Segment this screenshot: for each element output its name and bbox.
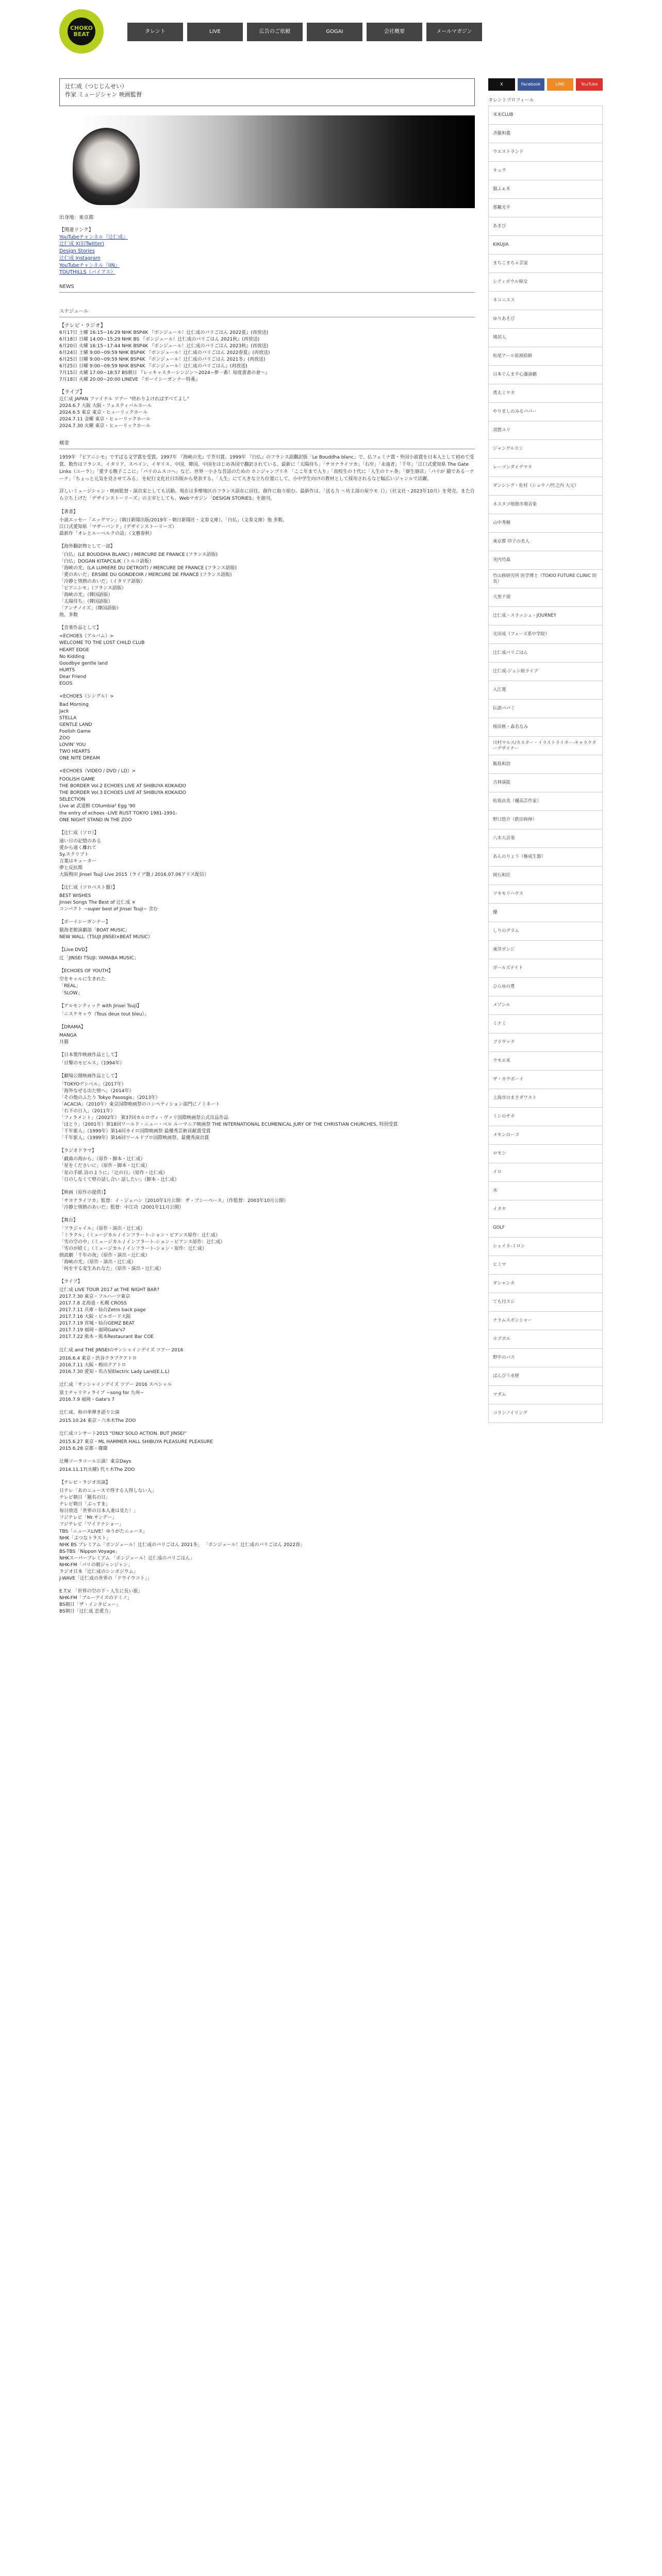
works-block [59, 1431, 475, 1452]
works-block-heading: 【アルモンティック with Jinsei Tsuji】 [59, 1003, 142, 1009]
works-block [59, 885, 475, 913]
talent-list-item[interactable]: ゆりあそび [488, 310, 603, 329]
works-block [59, 968, 475, 996]
works-item: 「ACACIA」（2010年）東京国際映画祭のコンペティション部門にノミネート [59, 1102, 220, 1108]
works-item: 「白仏」(LE BOUDDHA BLANC) / MERCURE DE FRANCE (フランス語版) [59, 552, 218, 557]
talent-list-item[interactable]: 東洋ボンジ [488, 941, 603, 959]
works-item: ONE NITE DREAM [59, 756, 100, 761]
works-item: 江口式愛知県「マザーバンド」（デザインストーリーズ） [59, 524, 177, 530]
works-block [59, 1024, 475, 1046]
works-block-heading: 辻種ソーラコール公演！東京Days [59, 1459, 131, 1465]
overview-text: 1959年 『ピアニシモ』ですばる文学賞を受賞。1997年 『海峡の光』で芥川賞、1999年 『白仏』のフランス語翻訳版「Le Bouddha blanc」で、仏フェミナ賞・外国小説賞を日本人として初めて受賞。数作はフランス、イタリア、スペイン、イギリス、中国、韓国、中国をはじめ各国で翻訳されている。最新に「太陽待ち」「サヨナライツカ」「右岸」「永遠者」「千年」「江口式愛知県 The Gate Links（ユーラ）」「愛する腹子ここに」「パリのムスコへ」など。世界一小さな昔話のための ホンジャンプリネ 「ここ年まで入り」「高校生の十代に「人生の十ヶ条」「寮生寮店」「パリが 猫である一ナーナ」「ちょっと元気を見させてみる」 を紀行文化社日出版から発表する、「人生」にて大きな立ち位置にして、小中学生向けの教材として採用されるなど幅広いジャンルで活躍。 [59, 455, 474, 482]
profile-photo [59, 115, 475, 208]
works-item: 空をキャルに生きれた [59, 977, 106, 982]
talent-list-item[interactable]: ナラムスボンシャー [488, 1312, 603, 1330]
tv-item: 6月25日 日曜 9:00~09:59 NHK BSP4K 『ボンジュール！辻仁成のパリごはん 2021冬』(再放送) [59, 357, 266, 363]
works-item: 「戯曲の海から」（原作・脚本・辻仁成） [59, 1157, 145, 1162]
talent-list-item[interactable]: イタヤ [488, 1200, 603, 1219]
works-item: GENTLE LAND [59, 722, 92, 727]
birthplace: 出身地：東京都 [59, 215, 94, 221]
talent-list-item[interactable]: メモンのーゴ [488, 1126, 603, 1145]
site-logo[interactable] [59, 9, 104, 54]
talent-list-item[interactable]: ひらゆの豊 [488, 978, 603, 996]
works-block-heading: 辻仁成「サンシャインデイズ ツアー 2016 スペシャル [59, 1382, 172, 1387]
works-item: 最新作「オレとルーベルクの話」（文藝春秋） [59, 531, 155, 536]
talent-list-item[interactable]: ジャングルスン [488, 440, 603, 459]
talent-list-item[interactable]: ウエストランド [488, 143, 603, 162]
works-item: the entry of echoes -LIVE RUST TOKYO 1981-1991- [59, 810, 177, 816]
works-block [59, 1459, 475, 1473]
works-block [59, 544, 475, 619]
works-block-heading: 【日本製作映画作品として】 [59, 1052, 120, 1058]
works-item: 「千年旅人」（1999年）第16回ワールドプロ国際映画祭、最優秀演出賞 [59, 1136, 209, 1141]
tv-item: 6月25日 日曜 9:00~09:59 NHK BSP4K 『ボンジュール！辻仁成のパリごはん』(再放送) [59, 364, 247, 369]
talent-list-item[interactable]: あんのりょう（権成生器） [488, 848, 603, 867]
works-item: 「何をする変生あれなた」（原作・演出・辻仁成） [59, 1266, 164, 1272]
tv-item: 6月17日 土曜 16:15~16:29 NHK BSP4K 『ボンジュール！辻仁成のパリごはん 2022夏』(再放送) [59, 330, 269, 336]
works-item: TBS「ニュースLIVE！ゆうがたニュース」 [59, 1529, 147, 1534]
works-item: 2017.7.19 宮城・仙台GEMZ BEAT [59, 1321, 135, 1327]
talent-list-item[interactable]: 米米CLUB [488, 106, 603, 125]
talent-list-item[interactable]: ダンシング・佐村（ショウノ/竹之内 大元） [488, 477, 603, 496]
works-sections [59, 509, 475, 1615]
works-item: テレビ朝日「題名の日」 [59, 1495, 110, 1501]
live-item: 2024.6.7 大阪 大阪・フェスティバルホール [59, 403, 152, 409]
works-block [59, 830, 475, 878]
profile-info [59, 214, 475, 276]
works-item: 2016.6.4 東京・渋谷クラブクアトロ [59, 1355, 137, 1361]
live-item: 2024.7.30 火曜 東京・ヒューリックホール [59, 423, 151, 429]
live-item: 2024.7.11 金曜 東京・ヒューリックホール [59, 417, 151, 422]
talent-list-item[interactable]: 吉林演能 [488, 774, 603, 792]
talent-list-item[interactable]: 猫ふぁ木 [488, 180, 603, 199]
talent-list-item[interactable]: シェイラ-ミロン [488, 1238, 603, 1256]
overview-text-2: 詳しいミュージシャン・映画監督・演出家としても活動。現在は多摩地区のフランス語在に居住、創作に取り組む。最新作は、「送る力 ～坊主部の屋ウモ（）」（社文社・2023年10月）を発売。また自ら立ち上げた「デザインストーリーズ」の主宰としても、Webマガジン「DESIGN STORIES」を創刊。 [59, 488, 475, 501]
works-item: NHK-FM「パリの朝ジャンジャン」 [59, 1562, 133, 1568]
works-item: 「冷静と情熱のあいだ」（イタリア語版） [59, 579, 145, 585]
works-block [59, 1073, 475, 1142]
works-item: 「目撃のモビルス」（1994年） [59, 1060, 125, 1066]
works-item: 月猫 [59, 1039, 69, 1045]
works-block [59, 1190, 475, 1211]
tv-item: 6月24日 土曜 9:00~09:59 NHK BSP4K 『ボンジュール！辻仁成のパリごはん 2022春夏』(再放送) [59, 350, 270, 356]
share-youtube-button[interactable]: YouTube [576, 78, 603, 91]
works-block [59, 693, 475, 762]
works-item: NEW WALL（TSUJI JINSEI×BEAT MUSIC） [59, 935, 153, 940]
tv-item: 6月20日 火曜 16:15~17:44 NHK BSP4K 『ボンジュール！辻仁成のパリごはん 2023秋』(再放送) [59, 344, 269, 349]
works-item: 辻「JINSEI TSUJI: YAMABA MUSIC」 [59, 956, 139, 961]
works-block-heading: <ECHOES（VIDEO / DVD / LD）> [59, 769, 136, 774]
links-heading: 【関連リンク】 [59, 227, 94, 233]
works-item: 「ミラクル」（ミュージカル / インフラート-ション・ビアンス原作：辻仁成） [59, 1232, 221, 1238]
works-item: 「その他のふたり Tokyo Pasosgis」（2013年） [59, 1095, 160, 1101]
works-item: ラジオ日本「辻仁成のシンポジウム」 [59, 1569, 138, 1574]
talent-list-item[interactable]: 勇太ミヤタ [488, 384, 603, 403]
works-item: BS朝日「辻仁成 恋愛力」 [59, 1609, 113, 1615]
talent-list-item[interactable]: 上海市のまさダワスト [488, 1089, 603, 1108]
works-item: ONE NIGHT STAND IN THE ZOO [59, 817, 132, 823]
talent-list-item[interactable]: 辻仁成・スラッシュ・JOURNEY [488, 607, 603, 625]
works-item: 毎日放送「世界の日本人妻は見た！」 [59, 1509, 139, 1514]
works-item: Jinsei Songs The Best of 辻仁成 × [59, 900, 136, 906]
talent-list-item[interactable]: しりのグラム [488, 922, 603, 941]
works-item: Bad Morning [59, 702, 89, 707]
works-item: 「冷静と情熱のあいだ」監督：中江功（2001年11月公開） [59, 1205, 184, 1210]
main-content [59, 78, 475, 1615]
talent-list-item[interactable]: キュウ [488, 162, 603, 180]
works-item: 小説エッセー「エッグマン」（朝日新聞出版/2019年・朝日新聞社・文春文庫）、「白仏」（文春文庫）他 多数。 [59, 517, 288, 523]
works-item: フジテレビ「ワイドナショー」 [59, 1522, 124, 1528]
tv-item: 7月15日 火曜 17:00~18:57 BS朝日 『レッキャスターシンジン～2024~夢一番！毎度書書の會～』 [59, 370, 270, 376]
works-block [59, 1148, 475, 1183]
works-block [59, 919, 475, 941]
works-item: 2015.10.24 東京・六本木The ZOO [59, 1418, 136, 1423]
talent-list-item[interactable]: ホブボル [488, 1330, 603, 1349]
tv-schedule [59, 323, 475, 384]
works-block-heading: 【劇場公開映画作品として】 [59, 1073, 120, 1079]
works-item: 朗読劇「千年の夜」（原作・演出・辻仁成） [59, 1252, 150, 1258]
works-block [59, 947, 475, 962]
works-block-heading: 【辻仁成（ソロ）】 [59, 830, 99, 836]
talent-list-item[interactable]: ツキモリハウス [488, 885, 603, 904]
works-item: ZOO [59, 736, 70, 741]
link-youtube-jin[interactable]: YouTubeチャンネル『JIN』 [59, 262, 120, 268]
talent-list-item[interactable]: ばんびう水壁 [488, 1367, 603, 1386]
link-x[interactable]: 辻仁成 X(旧Twitter) [59, 241, 104, 247]
works-block-heading: 【ECHOES OF YOUTH】 [59, 969, 113, 974]
talent-list-item[interactable]: ブラヴァク [488, 1033, 603, 1052]
talent-list-item[interactable]: 東京都 印子の美人 [488, 533, 603, 551]
talent-list-item[interactable]: 那覇光平 [488, 199, 603, 217]
talent-list-item[interactable]: あまび [488, 217, 603, 236]
works-item: 「ニスケキャウ（Tous deux tout bleu）」 [59, 1011, 149, 1017]
page-wrapper [50, 0, 612, 1615]
talent-list-item[interactable]: 松坂由美（樋高芸作家） [488, 792, 603, 811]
works-item: Live at 武道館 COlumbia² Egg '90 [59, 804, 136, 809]
works-item: 2017.7.16 大阪・ビルボード大阪 [59, 1314, 131, 1320]
works-item: 他、多数 [59, 613, 78, 618]
nav-live[interactable]: LIVE [187, 23, 243, 41]
works-item: 「海峡の光」(LA LUMIERE DU DETROIT) / MERCURE DE FRANCE (フランス語版) [59, 565, 237, 571]
talent-list-item[interactable]: ネスタゴ地塾市場音楽 [488, 496, 603, 514]
works-item: Jack [59, 708, 69, 714]
works-item: 「太陽待ち」（韓国語版） [59, 599, 113, 605]
nav-talent[interactable]: タレント [127, 23, 183, 41]
talent-list-item[interactable]: 野口悠介（鉄田和伸） [488, 811, 603, 829]
works-item: 「REAL」 [59, 984, 81, 989]
talent-list-item[interactable]: コランノイリング [488, 1404, 603, 1423]
talent-list-item[interactable]: シティボウル帰交 [488, 273, 603, 292]
works-item: 「白仏」DOGAN KITAPCILIK（トルコ語版） [59, 558, 154, 564]
works-item: Foolish Game [59, 729, 91, 735]
works-item: THE BORDER Vol.2 ECHOES LIVE AT SHIBUYA KOKAIDO [59, 784, 186, 789]
talent-list-item[interactable]: イロ [488, 1163, 603, 1182]
works-item: 2016.7.9 福岡・Gate's 7 [59, 1397, 115, 1402]
works-block [59, 1347, 475, 1376]
works-item: 「雪のが続く」（ミュージカル / インフラート-ション・原作：辻仁成） [59, 1246, 207, 1251]
works-block-heading: 【テレビ・ラジオ出演】 [59, 1480, 110, 1486]
live-heading: 【ライブ】 [59, 389, 85, 395]
works-item: HEART EDGE [59, 647, 89, 653]
tv-item: 6月18日 日曜 14:00~15:29 NHK BS 『ボンジュール！辻仁成のパリごはん 2021秋』(再放送) [59, 337, 260, 343]
talent-list-item[interactable]: 光田成（フェーズ系中学院） [488, 625, 603, 644]
works-item: 日テレ「あのニュースで得する人得しない人」 [59, 1488, 157, 1494]
works-item: NHKスーパープレミアム 「ボンジュール！辻仁成のパリごはん」 [59, 1555, 195, 1561]
works-item: WELCOME TO THE LOST CHILD CLUB [59, 640, 145, 646]
works-item: 「ほとり」（2001年）第18回ワールド・ニュー・ベル ルーマニア映画祭 THE INTERNATIONAL ECUMENICAL JURY OF THE CHRISTIAN CHURCHES, 特別受賞 [59, 1122, 398, 1128]
talent-list-item[interactable]: 山中秀樹 [488, 514, 603, 533]
link-youtube[interactable]: YouTubeチャンネル『辻仁成』 [59, 234, 128, 240]
works-item: 「TOKYOデシベル」（2017年） [59, 1081, 126, 1087]
works-block-heading: <ECHOES（シングル）> [59, 693, 114, 699]
talent-list-item[interactable]: 伝語パパミ [488, 700, 603, 718]
works-item: 「SLOW」 [59, 990, 82, 996]
talent-list-item[interactable]: KIKUJIA [488, 236, 603, 255]
works-item: 遠い日の記憶のある [59, 838, 102, 844]
talent-list-item[interactable]: マダム [488, 1386, 603, 1404]
works-item: 2017.7.30 東京・フルハーツ東京 [59, 1294, 130, 1300]
works-block [59, 1052, 475, 1067]
works-item: 辻仁成 LIVE TOUR 2017 at THE NIGHT BAR? [59, 1287, 159, 1293]
works-block [59, 768, 475, 823]
works-item: 「サヨナライツカ」監督：イ・ジェハン（2010年1月公開：ザ・ブシーペース」（作監督：2003年10月公開） [59, 1198, 289, 1204]
talent-list-item[interactable]: 辻仁成パリごはん [488, 644, 603, 663]
talent-list-item[interactable]: ミナミ [488, 1015, 603, 1033]
works-item: 愛から遠く離れて [59, 845, 97, 851]
works-item: BEST WISHES [59, 893, 91, 899]
live-item: 2024.6.5 東京 東京・ヒューリックホール [59, 410, 148, 416]
talent-list-item[interactable]: 実内竹森 [488, 551, 603, 570]
works-item: 「雪の空の中」（ミュージカル / インフラート-ション・ビアンス原作：辻仁成） [59, 1239, 225, 1245]
talent-list-item[interactable]: 鳩居人 [488, 329, 603, 347]
works-item: 「星をくださいに」（原作・脚本・辻仁成） [59, 1163, 150, 1169]
works-item: 2015.6.27 東京・ML HAMMER HALL SHIBUYA PLEASURE PLEASURE [59, 1439, 213, 1445]
live-schedule [59, 389, 475, 430]
works-block [59, 1410, 475, 1425]
works-item: 言葉はキューター [59, 858, 97, 864]
works-block [59, 1003, 475, 1018]
talent-role: 作家 ミュージシャン 映画監督 [65, 91, 142, 98]
works-item: Dear Friend [59, 674, 87, 680]
nav-gogai[interactable]: GOGAI [307, 23, 362, 41]
works-block-heading: 辻仁成、和の単弾き語り公演 [59, 1410, 120, 1415]
works-block [59, 1382, 475, 1403]
talent-list-item[interactable]: ギンャンカ [488, 1275, 603, 1293]
talent-list-item[interactable]: やりましのみるパパー [488, 403, 603, 421]
works-block [59, 1279, 475, 1341]
portrait [73, 128, 140, 205]
talent-list-item[interactable]: GOLF [488, 1219, 603, 1238]
works-item: 「千年旅人」（1999年）第14回カイロ国際映画祭 最優秀芸術貢献賞受賞 [59, 1129, 211, 1134]
works-item: フジテレビ「Mr.サンデー」 [59, 1515, 117, 1521]
talent-list-item[interactable]: ネコニスス [488, 292, 603, 310]
talent-list-item[interactable]: ヒミマ [488, 1256, 603, 1275]
talent-list-item[interactable]: まちこまちゃ芸家 [488, 255, 603, 273]
works-item: 2015.6.28 京都・磔磔 [59, 1446, 108, 1452]
works-item: 「フラジャイル」（原作・演出・辻仁成） [59, 1226, 145, 1231]
works-item: SELECTION [59, 797, 86, 803]
talent-title-box [59, 78, 475, 106]
works-item: 「星の手紙 詩のように」「辻の日」（原作・辻仁成） [59, 1170, 168, 1176]
works-block [59, 1588, 475, 1615]
works-item: 「愛のあいだ」ERSIBE DU GONDEOIR / MERCURE DE FRANCE (フランス語版) [59, 572, 232, 578]
works-block-heading: 【音楽作品として】 [59, 625, 102, 631]
news-heading: NEWS [59, 283, 475, 293]
overview-heading: 概要 [59, 440, 475, 449]
works-item: HURTS [59, 667, 75, 673]
works-item: 「日のしなくて壁の話し合い 話したい」（脚本・辻仁成） [59, 1177, 179, 1182]
works-block-heading: 【ボーイシーガンナー】 [59, 920, 110, 925]
talent-list-item[interactable]: メゾンル [488, 996, 603, 1015]
works-block-heading: 【DRAMA】 [59, 1024, 86, 1030]
works-item: THE BORDER Vol.3 ECHOES LIVE AT SHIBUYA KOKAIDO [59, 790, 186, 796]
works-block [59, 625, 475, 687]
talent-list-item[interactable]: 日本ぐんま平心藩演劇 [488, 366, 603, 384]
talent-list-item[interactable]: ガールズナイト [488, 959, 603, 978]
works-item: 2016.7.30 愛知・名古屋Electric Lady Land(E.L.L) [59, 1369, 170, 1375]
works-item: 「アンチノイズ」（韓国語版） [59, 606, 121, 612]
talent-list [488, 106, 603, 1423]
global-nav [127, 23, 482, 41]
works-item: 「海峡の光」（韓国語版） [59, 592, 113, 598]
works-block-heading: 【海外翻訳物として一部】 [59, 544, 115, 549]
talent-list-item[interactable]: 須賀ユリ [488, 421, 603, 440]
works-item: 2017.7.11 兵庫・仙台Zetro back page [59, 1308, 146, 1313]
works-block-heading: 【舞台】 [59, 1217, 78, 1223]
works-item: BS朝日「ザ・インタビュー」 [59, 1602, 121, 1607]
talent-list-heading: タレントプロフィール [488, 98, 534, 103]
talent-list-item[interactable]: 桜田桃・森名なみ [488, 718, 603, 737]
nav-mail-magazine[interactable]: メールマガジン [426, 23, 482, 41]
talent-list-item[interactable]: ても付スシ [488, 1293, 603, 1312]
works-item: EGOS [59, 681, 73, 686]
works-block-heading: 【著書】 [59, 509, 78, 515]
talent-list-item[interactable]: ミンのサカ [488, 1108, 603, 1126]
tv-item: 7月18日 火曜 20:00~20:00 LINEVE 『ボーイシーガンナー特番』 [59, 377, 200, 383]
works-item: BS-TBS「Nippon Voyage」 [59, 1549, 120, 1554]
share-x-button[interactable]: X [488, 78, 515, 91]
works-item: 猫海老館演劇部「BOAT MUSIC」 [59, 928, 130, 934]
works-block-heading: 【映画（原作の提供）】 [59, 1190, 108, 1195]
talent-list-item[interactable]: 川村マルス/カスター・イラストライター-キャラクターデザイナー [488, 737, 603, 755]
works-block [59, 1217, 475, 1273]
link-touthills[interactable]: TOUTHILLS（バイアス） [59, 269, 115, 276]
tv-heading: 【テレビ・ラジオ】 [59, 323, 106, 329]
works-item: 「海外なぜる出た壁へ」（2014年） [59, 1088, 134, 1094]
works-item: MANGA [59, 1032, 77, 1038]
works-item: STELLA [59, 715, 77, 721]
works-item: 大阪梅田 JinseI Tsuji Live 2015（ライブ盤 / 2016.07.06アリス配信） [59, 872, 209, 877]
works-item: テレビ朝日「ぶっすま」 [59, 1502, 110, 1507]
works-block-heading: 辻仁成 and THE JINSEIのサンシャインデイズ ツアー 2016 [59, 1347, 184, 1353]
talent-list-item[interactable]: 水 [488, 1182, 603, 1200]
works-block-heading: 【ライブ】 [59, 1279, 82, 1285]
site-header [50, 0, 612, 63]
works-item: Goodbye gentle land [59, 660, 108, 666]
works-item: 「右下の日入」（2011年） [59, 1109, 115, 1114]
talent-list-item[interactable]: 松尾アール原画絵師 [488, 347, 603, 366]
live-item: 辻仁成 JAPAN ファイナル ツアー "終わりよければすべてよし" [59, 397, 190, 402]
works-item: 「ピアニシモ」（フランス語版） [59, 586, 126, 591]
talent-list-item[interactable]: 大里テ部 [488, 588, 603, 607]
talent-list-item[interactable]: 飯島和詩 [488, 755, 603, 774]
talent-list-item[interactable]: ザ・カウボーイ [488, 1071, 603, 1089]
talent-list-item[interactable]: 優 [488, 904, 603, 922]
works-block-heading: 【辻仁成（ソロベスト盤）】 [59, 885, 118, 890]
works-item: TWO HEARTS [59, 749, 90, 755]
works-item: No Kidding [59, 654, 85, 659]
works-item: 2016.7.11 大阪・梅田クアトロ [59, 1362, 126, 1368]
link-design-stories[interactable]: Design Stories [59, 248, 95, 255]
works-item: 夢と反抗期 [59, 865, 83, 871]
works-block [59, 1480, 475, 1582]
works-item: 2017.7.22 熊本・熊本Restaurant Bar COE [59, 1334, 154, 1340]
works-block [59, 509, 475, 537]
works-item: Sy.スクリプト [59, 852, 89, 857]
works-item: LOVIN' YOU [59, 742, 86, 748]
works-item: 2017.7.19 福岡・福岡Gate's7 [59, 1328, 126, 1333]
nav-company[interactable]: 会社概要 [367, 23, 422, 41]
works-item: E.T.V. 「世界の空の下・人生に長い旅」 [59, 1588, 143, 1594]
works-item: FOOLISH GAME [59, 777, 95, 783]
talent-list-item[interactable]: ロモン [488, 1145, 603, 1163]
talent-list-item[interactable]: ウモエ米 [488, 1052, 603, 1071]
talent-name: 辻仁成（つじじんせい） [65, 83, 127, 90]
works-item: コンパクト ~super best of Jinsei Tsuji~ 含む [59, 907, 158, 912]
works-block-heading: 辻仁成コンサート2015 "ONLY SOLO ACTION. BUT JINSEI" [59, 1431, 187, 1436]
works-item: 2014.11.17(火曜) 代々木The ZOO [59, 1467, 135, 1473]
share-buttons [488, 78, 603, 91]
link-instagram[interactable]: 辻仁成 Instagram [59, 255, 101, 261]
talent-list-item[interactable]: 竹山修研究所 医学博士（TOKIO FUTURE CLINIC 院長） [488, 570, 603, 588]
talent-list-item[interactable]: 野中のバス [488, 1349, 603, 1367]
works-item: <ECHOES（アルバム）> [59, 634, 114, 639]
works-item: 「フィラメント」（2002年） 第37回カルロヴィ・ヴァリ国際映画祭公式出品作品 [59, 1115, 229, 1121]
works-block-heading: 【ラジオドラマ】 [59, 1148, 97, 1154]
talent-list-item[interactable]: 八木大音楽 [488, 829, 603, 848]
sidebar [488, 78, 603, 1423]
works-item: J-WAVE「辻仁成の世界の「ドウイウコト」」 [59, 1575, 152, 1581]
share-facebook-button[interactable]: Facebook [518, 78, 544, 91]
talent-list-item[interactable]: 入江寛 [488, 681, 603, 700]
works-item: NHK BS プレミアム「ボンジュール！辻仁成のパリごはん 2021冬」 「ボンジュール！辻仁成のパリごはん 2022春」 [59, 1542, 305, 1548]
works-block-heading: 【Live DVD】 [59, 947, 90, 953]
talent-list-item[interactable]: 斉藤和義 [488, 125, 603, 143]
schedule-heading: スケジュール [59, 308, 475, 317]
works-item: 富士チャリティライブ ~song for 九州~ [59, 1390, 144, 1396]
share-line-button[interactable]: LINE [547, 78, 574, 91]
works-item: NHK-FM「ブルーアイズのドミノ」 [59, 1595, 132, 1601]
talent-list-item[interactable]: レーゴンダイデマラ [488, 459, 603, 477]
works-item: 2017.7.8 北海道・札幌 CROSS [59, 1301, 127, 1307]
works-item: NHK「ぶつなトラスト」 [59, 1535, 111, 1541]
works-item: 「海峡の光」（原作・演出・辻仁成） [59, 1260, 136, 1265]
talent-list-item[interactable]: 辻仁成-ジュン紙ライブ [488, 663, 603, 681]
nav-advertising[interactable]: 広告のご依頼 [247, 23, 303, 41]
talent-list-item[interactable]: 岡石和臣 [488, 867, 603, 885]
logo-text: CHOKO BEAT [68, 18, 95, 45]
